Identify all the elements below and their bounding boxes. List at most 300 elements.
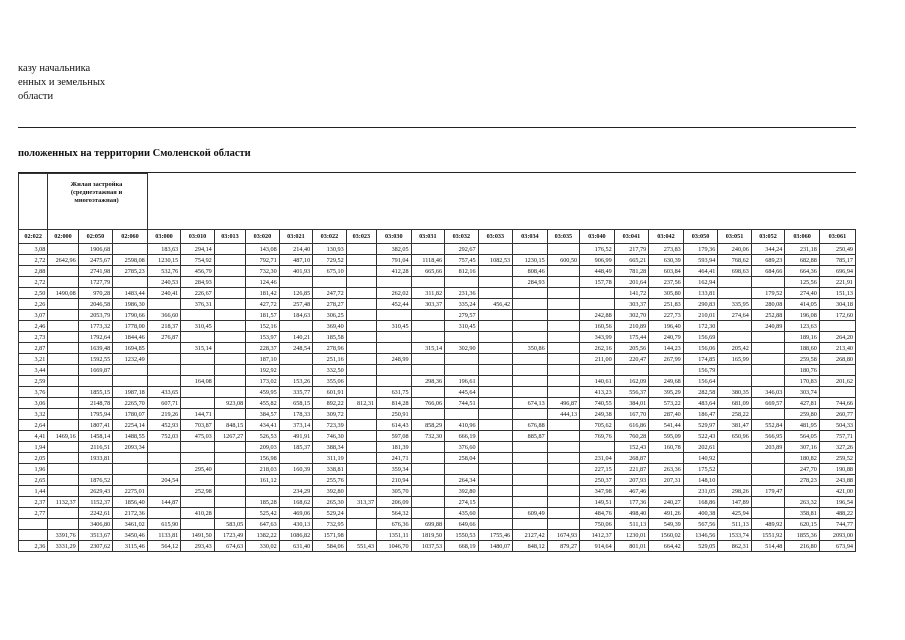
table-cell: 2265,70 (113, 398, 148, 409)
table-cell: 227,73 (649, 310, 684, 321)
table-cell: 757,71 (819, 431, 855, 442)
column-header: 03:060 (785, 230, 820, 244)
table-row (19, 464, 856, 475)
table-cell: 556,37 (614, 387, 649, 398)
table-row (19, 431, 856, 442)
table-cell: 124,46 (246, 277, 280, 288)
table-cell: 243,88 (819, 475, 855, 486)
table-cell: 123,63 (785, 321, 820, 332)
table-cell: 188,60 (785, 343, 820, 354)
table-cell (547, 420, 579, 431)
table-cell (547, 376, 579, 387)
table-cell (478, 354, 513, 365)
table-cell: 294,14 (181, 244, 215, 255)
table-cell: 240,41 (147, 288, 181, 299)
table-cell (147, 442, 181, 453)
table-cell: 666,19 (445, 431, 479, 442)
table-cell: 309,72 (313, 409, 347, 420)
table-cell (147, 486, 181, 497)
table-cell: 1551,92 (751, 530, 785, 541)
table-cell: 2053,79 (78, 310, 113, 321)
table-cell: 504,33 (819, 420, 855, 431)
table-cell (478, 288, 513, 299)
table-cell: 290,83 (683, 299, 718, 310)
table-cell: 220,47 (614, 354, 649, 365)
table-cell: 1778,00 (113, 321, 148, 332)
table-cell: 376,60 (445, 442, 479, 453)
table-cell: 3450,46 (113, 530, 148, 541)
table-cell: 175,52 (683, 464, 718, 475)
table-cell (547, 486, 579, 497)
header-line: казу начальника (18, 63, 91, 74)
table-cell (478, 519, 513, 530)
table-cell: 754,92 (181, 255, 215, 266)
table-cell: 760,28 (614, 431, 649, 442)
table-cell: 332,50 (313, 365, 347, 376)
table-cell: 812,31 (346, 398, 376, 409)
table-cell: 384,57 (246, 409, 280, 420)
table-cell (513, 486, 548, 497)
table-cell (279, 321, 313, 332)
table-cell: 1,96 (19, 464, 48, 475)
column-header: 02:022 (19, 230, 48, 244)
table-cell (819, 365, 855, 376)
table-cell (751, 497, 785, 508)
table-cell: 459,95 (246, 387, 280, 398)
table-cell: 744,51 (445, 398, 479, 409)
table-cell: 2,50 (19, 288, 48, 299)
table-cell: 1674,93 (547, 530, 579, 541)
table-cell (113, 376, 148, 387)
table-cell (346, 365, 376, 376)
table-cell: 311,82 (411, 288, 445, 299)
table-cell: 1118,46 (411, 255, 445, 266)
table-cell: 475,03 (181, 431, 215, 442)
document-title: положенных на территории Смоленской области (18, 148, 251, 159)
table-cell (48, 343, 78, 354)
table-cell (478, 376, 513, 387)
table-cell (513, 409, 548, 420)
table-cell: 217,79 (614, 244, 649, 255)
table-cell (113, 475, 148, 486)
table-cell: 584,06 (313, 541, 347, 552)
table-cell (411, 497, 445, 508)
table-cell (48, 277, 78, 288)
table-row (19, 244, 856, 255)
table-cell: 511,13 (614, 519, 649, 530)
table-cell: 496,87 (547, 398, 579, 409)
table-cell: 768,62 (718, 255, 752, 266)
table-cell (279, 365, 313, 376)
table-cell: 2475,67 (78, 255, 113, 266)
table-cell (478, 431, 513, 442)
table-cell (113, 464, 148, 475)
table-cell: 226,67 (181, 288, 215, 299)
table-cell (547, 244, 579, 255)
table-cell (346, 453, 376, 464)
table-cell (513, 321, 548, 332)
table-cell: 284,93 (181, 277, 215, 288)
table-cell: 1773,32 (78, 321, 113, 332)
table-row (19, 310, 856, 321)
table-cell: 313,37 (346, 497, 376, 508)
table-cell: 1086,82 (279, 530, 313, 541)
table-cell: 600,50 (547, 255, 579, 266)
table-cell: 228,37 (246, 343, 280, 354)
table-cell: 3,76 (19, 387, 48, 398)
table-cell: 186,47 (683, 409, 718, 420)
table-cell: 303,74 (785, 387, 820, 398)
table-cell: 278,96 (313, 343, 347, 354)
table-cell: 549,39 (649, 519, 684, 530)
table-cell (411, 332, 445, 343)
table-cell: 1669,87 (78, 365, 113, 376)
table-cell (445, 365, 479, 376)
table-cell (411, 387, 445, 398)
table-cell (751, 508, 785, 519)
table-cell: 276,87 (147, 332, 181, 343)
table-row (19, 332, 856, 343)
table-cell (478, 420, 513, 431)
table-cell: 1232,49 (113, 354, 148, 365)
table-cell (181, 453, 215, 464)
table-cell (147, 354, 181, 365)
table-cell (19, 519, 48, 530)
table-cell (478, 409, 513, 420)
table-cell: 162,09 (614, 376, 649, 387)
table-cell (147, 343, 181, 354)
table-cell: 151,13 (819, 288, 855, 299)
table-cell: 180,76 (785, 365, 820, 376)
table-cell: 303,37 (614, 299, 649, 310)
table-cell: 2127,42 (513, 530, 548, 541)
column-header-row (19, 230, 856, 244)
table-cell: 551,43 (346, 541, 376, 552)
table-cell: 144,87 (147, 497, 181, 508)
table-cell: 609,49 (513, 508, 548, 519)
table-cell (513, 354, 548, 365)
table-cell (113, 277, 148, 288)
table-cell (411, 486, 445, 497)
table-cell: 892,22 (313, 398, 347, 409)
table-cell: 620,15 (785, 519, 820, 530)
table-cell: 792,71 (246, 255, 280, 266)
table-cell (48, 299, 78, 310)
table-cell (751, 277, 785, 288)
table-cell: 452,93 (147, 420, 181, 431)
table-cell: 1727,79 (78, 277, 113, 288)
table-cell (113, 453, 148, 464)
table-cell (478, 332, 513, 343)
table-cell (214, 244, 245, 255)
table-cell: 376,31 (181, 299, 215, 310)
table-cell: 344,24 (751, 244, 785, 255)
table-cell (513, 464, 548, 475)
table-cell: 732,95 (313, 519, 347, 530)
table-cell: 3,08 (19, 244, 48, 255)
table-cell: 750,06 (580, 519, 615, 530)
table-cell: 2,26 (19, 299, 48, 310)
table-cell: 1,44 (19, 486, 48, 497)
table-cell: 172,60 (819, 310, 855, 321)
table-cell (346, 387, 376, 398)
table-cell: 573,22 (649, 398, 684, 409)
table-cell: 304,18 (819, 299, 855, 310)
table-cell: 144,23 (649, 343, 684, 354)
table-cell (513, 299, 548, 310)
table-cell: 315,14 (411, 343, 445, 354)
table-cell: 380,35 (718, 387, 752, 398)
table-cell: 674,63 (214, 541, 245, 552)
table-cell (214, 343, 245, 354)
table-cell: 1723,49 (214, 530, 245, 541)
table-cell (279, 277, 313, 288)
table-cell: 1082,53 (478, 255, 513, 266)
table-cell (478, 497, 513, 508)
table-cell (147, 453, 181, 464)
table-cell (718, 288, 752, 299)
table-cell: 676,88 (513, 420, 548, 431)
table-cell: 597,08 (377, 431, 412, 442)
table-cell (478, 321, 513, 332)
header-line: области (18, 91, 54, 102)
column-header: 03:035 (547, 230, 579, 244)
table-cell: 1694,85 (113, 343, 148, 354)
table-cell: 1592,55 (78, 354, 113, 365)
table-cell (181, 365, 215, 376)
table-cell: 249,38 (580, 409, 615, 420)
table-row (19, 343, 856, 354)
table-cell: 274,15 (445, 497, 479, 508)
table-row (19, 409, 856, 420)
table-cell (214, 453, 245, 464)
table-cell: 257,48 (279, 299, 313, 310)
table-cell: 483,64 (683, 398, 718, 409)
table-cell: 1382,22 (246, 530, 280, 541)
table-cell (411, 508, 445, 519)
table-cell: 413,23 (580, 387, 615, 398)
table-cell: 210,89 (614, 321, 649, 332)
table-cell: 1792,64 (78, 332, 113, 343)
table-row (19, 376, 856, 387)
table-cell: 263,36 (649, 464, 684, 475)
table-cell: 1807,41 (78, 420, 113, 431)
table-cell (181, 497, 215, 508)
table-cell (718, 321, 752, 332)
table-cell: 2,87 (19, 343, 48, 354)
table-cell (478, 442, 513, 453)
table-cell: 2,37 (19, 497, 48, 508)
table-cell: 848,15 (214, 420, 245, 431)
table-cell (214, 299, 245, 310)
table-cell: 247,72 (313, 288, 347, 299)
column-header: 03:013 (214, 230, 245, 244)
header-line: енных и земельных (18, 77, 106, 88)
table-cell: 448,49 (580, 266, 615, 277)
table-cell: 525,42 (246, 508, 280, 519)
table-cell: 247,70 (785, 464, 820, 475)
table-cell: 879,27 (547, 541, 579, 552)
table-cell: 444,13 (547, 409, 579, 420)
table-cell: 3,06 (19, 398, 48, 409)
table-cell: 164,08 (181, 376, 215, 387)
table-cell: 147,89 (718, 497, 752, 508)
table-cell (214, 376, 245, 387)
table-cell (411, 365, 445, 376)
column-header: 03:052 (751, 230, 785, 244)
table-cell: 248,54 (279, 343, 313, 354)
table-cell: 248,99 (377, 354, 412, 365)
table-cell: 310,45 (181, 321, 215, 332)
table-cell (346, 310, 376, 321)
table-cell (377, 343, 412, 354)
table-cell: 192,92 (246, 365, 280, 376)
table-cell: 615,90 (147, 519, 181, 530)
table-cell: 227,15 (580, 464, 615, 475)
table-cell: 240,06 (718, 244, 752, 255)
table-cell: 769,76 (580, 431, 615, 442)
table-cell (377, 365, 412, 376)
table-cell (48, 310, 78, 321)
table-row (19, 530, 856, 541)
table-cell (751, 343, 785, 354)
table-cell: 464,41 (683, 266, 718, 277)
table-cell: 335,24 (445, 299, 479, 310)
table-cell: 421,00 (819, 486, 855, 497)
table-cell (346, 332, 376, 343)
table-cell: 1480,07 (478, 541, 513, 552)
table-cell (513, 453, 548, 464)
table-cell: 177,36 (614, 497, 649, 508)
table-cell: 174,85 (683, 354, 718, 365)
table-row (19, 398, 856, 409)
table-cell (214, 409, 245, 420)
table-cell: 153,26 (279, 376, 313, 387)
table-cell (214, 387, 245, 398)
table-cell: 607,71 (147, 398, 181, 409)
table-cell (346, 277, 376, 288)
table-cell: 3391,76 (48, 530, 78, 541)
table-cell: 583,05 (214, 519, 245, 530)
table-cell: 210,01 (683, 310, 718, 321)
table-cell: 157,78 (580, 277, 615, 288)
table-cell: 265,30 (313, 497, 347, 508)
table-cell: 491,91 (279, 431, 313, 442)
table-cell: 2,46 (19, 321, 48, 332)
table-cell: 369,40 (313, 321, 347, 332)
table-cell: 1933,81 (78, 453, 113, 464)
table-cell: 249,68 (649, 376, 684, 387)
table-cell: 689,23 (751, 255, 785, 266)
table-cell (751, 332, 785, 343)
table-cell (48, 398, 78, 409)
table-cell: 914,64 (580, 541, 615, 552)
table-cell: 481,95 (785, 420, 820, 431)
table-cell: 514,48 (751, 541, 785, 552)
table-cell: 430,13 (279, 519, 313, 530)
table-cell: 167,70 (614, 409, 649, 420)
table-cell: 744,66 (819, 398, 855, 409)
table-cell (377, 376, 412, 387)
table-cell: 801,01 (614, 541, 649, 552)
table-cell (181, 387, 215, 398)
table-cell (513, 497, 548, 508)
table-cell (411, 310, 445, 321)
table-row (19, 541, 856, 552)
table-cell: 204,54 (147, 475, 181, 486)
column-header: 02:060 (113, 230, 148, 244)
table-row (19, 255, 856, 266)
table-cell: 310,45 (377, 321, 412, 332)
table-cell: 2642,96 (48, 255, 78, 266)
table-cell (181, 332, 215, 343)
table-cell (346, 464, 376, 475)
table-cell (19, 174, 48, 230)
table-cell: 366,60 (147, 310, 181, 321)
table-cell (214, 508, 245, 519)
table-cell (547, 266, 579, 277)
table-row (19, 442, 856, 453)
table-cell (478, 266, 513, 277)
table-cell: 359,34 (377, 464, 412, 475)
table-row (19, 453, 856, 464)
table-cell: 1230,15 (147, 255, 181, 266)
table-cell (346, 376, 376, 387)
table-cell: 133,81 (683, 288, 718, 299)
table-cell: 307,16 (785, 442, 820, 453)
table-cell (547, 288, 579, 299)
table-cell: 427,81 (785, 398, 820, 409)
table-cell: 252,88 (751, 310, 785, 321)
column-header: 03:030 (377, 230, 412, 244)
table-cell: 263,32 (785, 497, 820, 508)
table-cell: 2,77 (19, 508, 48, 519)
table-cell: 156,69 (683, 332, 718, 343)
table-cell: 484,76 (580, 508, 615, 519)
table-cell: 1855,15 (78, 387, 113, 398)
table-cell (614, 365, 649, 376)
table-cell (48, 453, 78, 464)
table-cell: 2172,36 (113, 508, 148, 519)
table-cell: 746,30 (313, 431, 347, 442)
table-cell: 2254,14 (113, 420, 148, 431)
table-cell: 255,76 (313, 475, 347, 486)
table-row (19, 354, 856, 365)
table-cell: 1,94 (19, 442, 48, 453)
table-cell (478, 486, 513, 497)
table-cell (346, 266, 376, 277)
table-cell: 4,41 (19, 431, 48, 442)
table-cell: 2,72 (19, 255, 48, 266)
table-cell (718, 464, 752, 475)
table-cell: 455,82 (246, 398, 280, 409)
table-cell (513, 244, 548, 255)
table-cell: 258,04 (445, 453, 479, 464)
table-cell (445, 332, 479, 343)
table-cell: 346,03 (751, 387, 785, 398)
table-cell: 219,26 (147, 409, 181, 420)
table-cell (346, 354, 376, 365)
table-cell (346, 244, 376, 255)
table-cell: 335,95 (718, 299, 752, 310)
table-cell: 338,81 (313, 464, 347, 475)
table-cell: 2,59 (19, 376, 48, 387)
table-cell: 3,07 (19, 310, 48, 321)
table-cell: 350,86 (513, 343, 548, 354)
table-cell: 705,62 (580, 420, 615, 431)
table-cell (513, 387, 548, 398)
table-cell (78, 376, 113, 387)
